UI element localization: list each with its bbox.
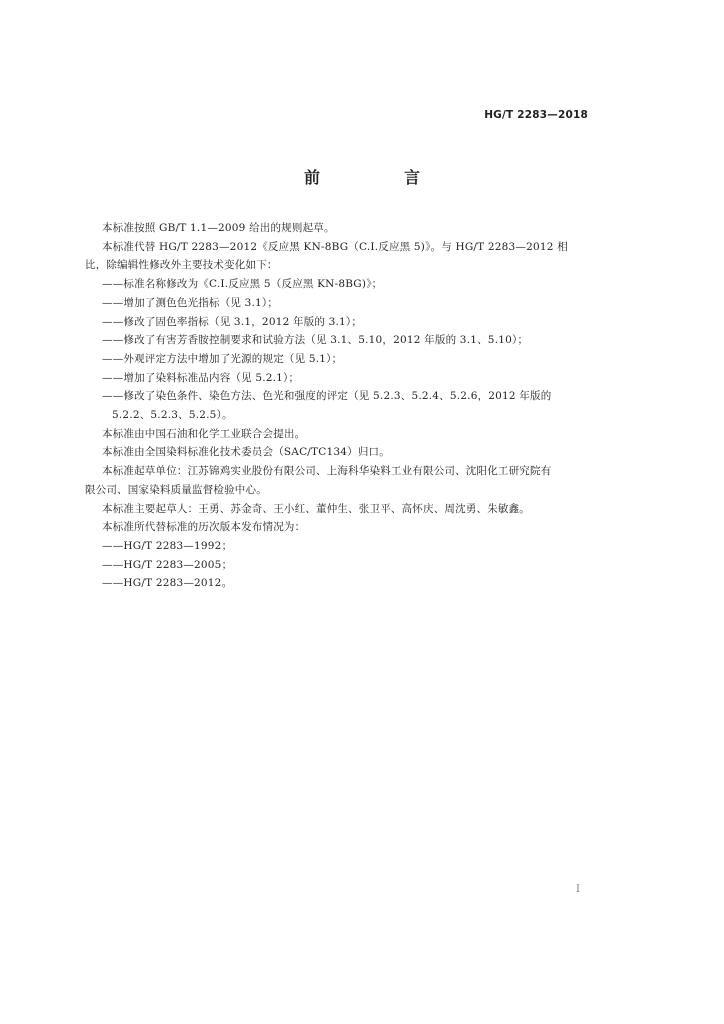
paragraph-replaces-cont: 比，除编辑性修改外主要技术变化如下： — [85, 259, 278, 272]
change-item: ——修改了固色率指标（见 3.1，2012 年版的 3.1）； — [102, 315, 363, 328]
paragraph-drafting-rules: 本标准按照 GB/T 1.1—2009 给出的规则起草。 — [102, 222, 335, 234]
history-item: ——HG/T 2283—1992； — [102, 539, 233, 552]
paragraph-drafting-units-cont: 限公司、国家染料质量监督检验中心。 — [85, 483, 267, 496]
paragraph-drafters: 本标准主要起草人：王勇、苏金奇、王小红、董仲生、张卫平、高怀庆、周沈勇、朱敏鑫。 — [102, 502, 530, 515]
page-title: 前 言 — [303, 168, 454, 187]
document-body — [85, 219, 591, 593]
change-item: ——增加了测色色光指标（见 3.1）； — [102, 296, 279, 309]
change-item: ——增加了染料标准品内容（见 5.2.1）； — [102, 371, 300, 384]
change-item: ——修改了染色条件、染色方法、色光和强度的评定（见 5.2.3、5.2.4、5.2.6，2012 年版的 — [102, 390, 552, 403]
change-item: ——标准名称修改为《C.I.反应黑 5（反应黑 KN-8BG)》； — [102, 278, 383, 291]
paragraph-drafting-units: 本标准起草单位：江苏锦鸡实业股份有限公司、上海科华染料工业有限公司、沈阳化工研究院有 — [102, 465, 552, 478]
paragraph-history: 本标准所代替标准的历次版本发布情况为： — [102, 521, 306, 534]
change-item: ——外观评定方法中增加了光源的规定（见 5.1）； — [102, 352, 343, 365]
page-number: I — [576, 884, 580, 895]
history-item: ——HG/T 2283—2005； — [102, 558, 233, 571]
paragraph-proposed-by: 本标准由中国石油和化学工业联合会提出。 — [102, 427, 306, 440]
paragraph-replaces: 本标准代替 HG/T 2283—2012《反应黑 KN-8BG（C.I.反应黑 5)》。与 HG/T 2283—2012 相 — [102, 240, 568, 253]
change-item: ——修改了有害芳香胺控制要求和试验方法（见 3.1、5.10，2012 年版的 3.1、5.10）； — [102, 334, 529, 347]
change-item-cont: 5.2.2、5.2.3、5.2.5）。 — [112, 409, 233, 422]
history-item: ——HG/T 2283—2012。 — [102, 577, 233, 590]
paragraph-under-jurisdiction: 本标准由全国染料标准化技术委员会（SAC/TC134）归口。 — [102, 446, 390, 459]
document-code: HG/T 2283—2018 — [484, 109, 588, 121]
